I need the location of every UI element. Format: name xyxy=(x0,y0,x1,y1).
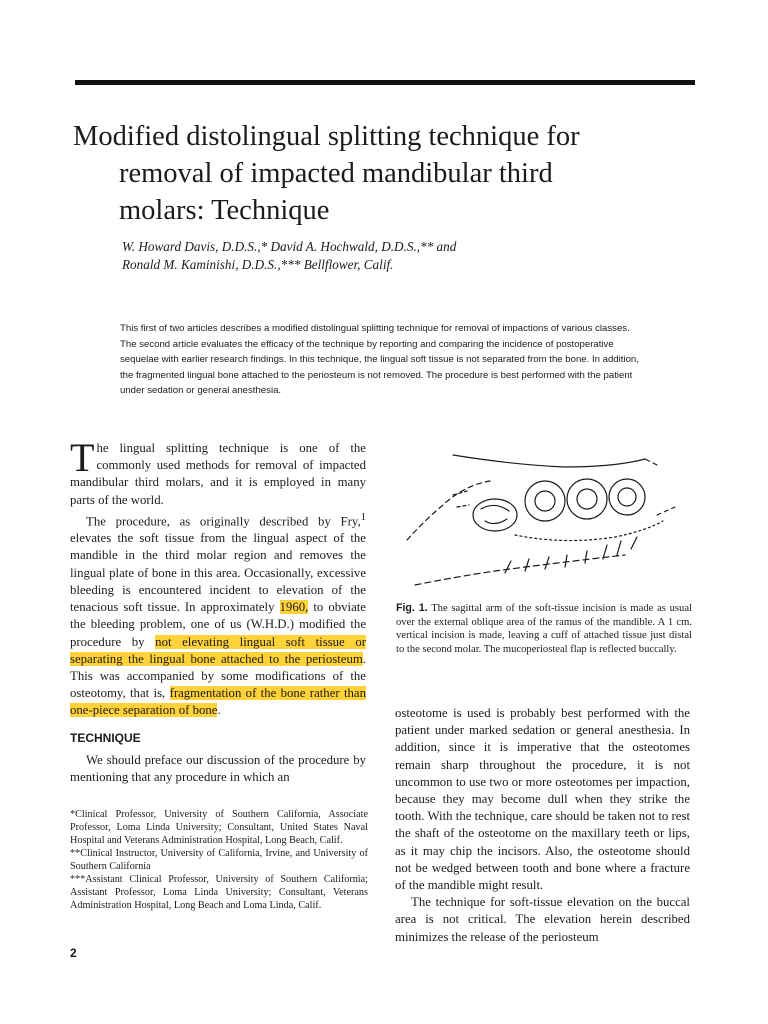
right-column xyxy=(395,705,690,946)
incision-figure xyxy=(395,445,695,595)
title-line-1: Modified distolingual splitting technique for xyxy=(73,121,580,152)
technique-paragraph: We should preface our discussion of the procedure by mentioning that any procedure in which an xyxy=(70,752,366,784)
title-line-3: molars: Technique xyxy=(119,195,330,226)
procedure-text-e: . xyxy=(217,703,221,718)
figure-molar-2 xyxy=(567,479,607,519)
drop-cap: T xyxy=(70,435,95,480)
figure-impacted-molar xyxy=(473,499,517,531)
figure-arch-line xyxy=(453,455,645,467)
figure-buccal-flap xyxy=(515,521,663,541)
procedure-text-c: to obviate the bleeding problem, one of us (W.H.D.) modified the procedure by xyxy=(70,600,366,649)
highlight-fragmentation: fragmentation of the bone rather than one-piece separation of bone xyxy=(70,686,366,718)
procedure-text-b: elevates the soft tissue from the lingual aspect of the mandible in the third molar region and removes the lingual plate of bone in this area. Occasionally, excessive bleeding is encountered incident to elevation of the tenacious soft tissue. In approximately xyxy=(70,531,366,615)
figure-molar-1 xyxy=(525,481,565,521)
footnote-3: ***Assistant Clinical Professor, University of Southern California; Assistant Professor, Loma Linda University; Consultant, Veterans Administration Hospital, Long Beach and Loma Linda, Calif. xyxy=(70,874,368,911)
procedure-paragraph xyxy=(70,509,366,720)
figure-external-oblique xyxy=(415,555,625,585)
highlight-year: 1960, xyxy=(279,600,309,615)
figure-incision-upper xyxy=(645,459,657,465)
section-heading-technique: TECHNIQUE xyxy=(70,730,141,745)
intro-text: he lingual splitting technique is one of the commonly used methods for removal of impacted mandibular third molars, and it is employed in many parts of the world. xyxy=(70,441,366,507)
reference-superscript: 1 xyxy=(360,511,366,523)
footnote-2: **Clinical Instructor, University of California, Irvine, and University of Southern California xyxy=(70,848,368,872)
authors-line-2: Ronald M. Kaminishi, D.D.S.,*** Bellflower, Calif. xyxy=(122,257,394,272)
author-list xyxy=(122,238,682,274)
footnote-1: *Clinical Professor, University of Southern California, Associate Professor, Loma Linda University; Consultant, United States Naval Hospital and Veterans Administration Hospital, Long Beach, Calif. xyxy=(70,809,368,846)
osteotome-paragraph: osteotome is used is probably best performed with the patient under marked sedation or general anesthesia. In addition, since it is imperative that the osteotomes remain sharp throughout the procedure, it is not uncommon to use two or more osteotomes per impaction, because they may become dull when they strike the tooth. With the technique, care should be taken not to rest the shaft of the osteotome on the maxillary teeth or lips, as it may chip the incisors. Also, the osteotome should not be wedged between tooth and bone where a fracture of the mandible might result. xyxy=(395,706,690,893)
figure-label: Fig. 1. xyxy=(396,602,428,614)
buccal-elevation-paragraph: The technique for soft-tissue elevation on the buccal area is not critical. The elevation herein described minimizes the release of the periosteum xyxy=(395,895,690,944)
page-number: 2 xyxy=(70,946,77,960)
footnotes xyxy=(70,808,368,912)
left-column xyxy=(70,435,366,786)
figure-caption-text: The sagittal arm of the soft-tissue incision is made as usual over the external oblique area of the ramus of the mandible. A 1 cm. vertical incision is made, leaving a cuff of attached tissue just distal to the second molar. The mucoperiosteal flap is reflected buccally. xyxy=(396,603,692,655)
abstract: This first of two articles describes a modified distolingual splitting technique for removal of impactions of various classes. The second article evaluates the efficacy of the technique by reporting and comparing the incidence of postoperative sequelae with earlier research findings. In this technique, the lingual soft tissue is not separated from the bone. In addition, the fragmented lingual bone attached to the periosteum is not removed. The procedure is best performed with the patient under sedation or general anesthesia. xyxy=(120,323,639,396)
authors-line-1: W. Howard Davis, D.D.S.,* David A. Hochwald, D.D.S.,** and xyxy=(122,239,457,254)
procedure-text-a: The procedure, as originally described by Fry, xyxy=(86,514,361,529)
header-rule xyxy=(75,80,695,85)
figure-molar-3 xyxy=(609,479,645,515)
intro-paragraph xyxy=(70,435,366,509)
highlight-modification: not elevating lingual soft tissue or separating the lingual bone attached to the periosteum xyxy=(70,634,366,666)
figure-ramus-outline xyxy=(407,481,490,540)
figure-caption xyxy=(396,602,692,656)
procedure-text-d: . This was accompanied by some modifications of the osteotomy, that is, xyxy=(70,651,366,701)
title-line-2: removal of impacted mandibular third xyxy=(119,158,553,189)
article-title xyxy=(73,118,713,229)
